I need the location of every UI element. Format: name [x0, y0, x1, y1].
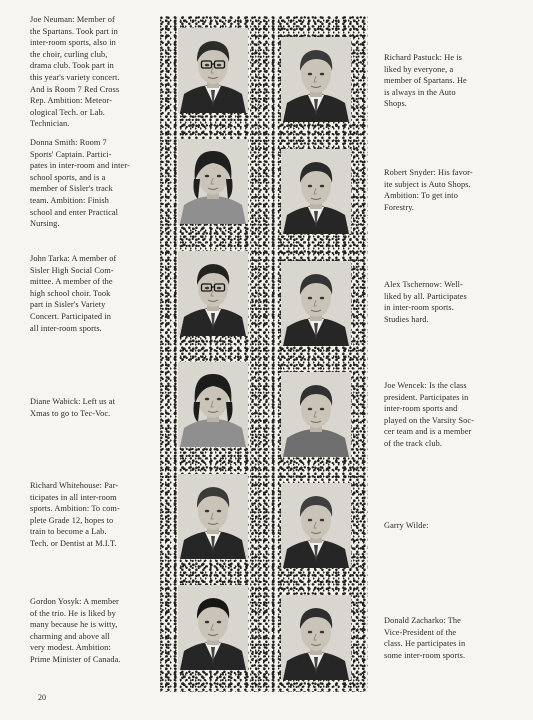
portrait-eye — [205, 175, 209, 178]
portrait-eye — [217, 64, 221, 67]
portrait-image — [178, 139, 248, 224]
portrait-image — [178, 474, 248, 559]
portrait-image — [281, 595, 351, 680]
portrait-photo — [178, 585, 248, 670]
portrait-eye — [308, 631, 312, 634]
bio-john-tarka: John Tarka: A member of Sisler High Social Com- mittee. A member of the high school choir. Took part in Sisler's Variety Concert. Participated in all inter-room sports. — [30, 254, 117, 333]
bio-garry-wilde: Garry Wilde: — [384, 521, 429, 530]
portrait-image — [281, 483, 351, 568]
portrait-eye — [308, 519, 312, 522]
portrait-photo — [281, 261, 351, 346]
bio-gordon-yosyk: Gordon Yosyk: A member of the trio. He is liked by many because he is witty, charming and above all very modest. Ambition: Prime Minister of Canada. — [30, 597, 121, 664]
portrait-image — [281, 372, 351, 457]
portrait-image — [178, 251, 248, 336]
bio-donna-smith: Donna Smith: Room 7 Sports' Captain. Partici- pates in inter-room and inter- school sports, and is a member of Sisler's track team. Ambition: Finish school and enter Practical Nursing. — [30, 138, 130, 229]
portrait-image — [281, 149, 351, 234]
portrait-photo — [178, 474, 248, 559]
bio-richard-pastuck: Richard Pastuck: He is liked by everyone, a member of Spartans. He is always in the Auto Shops. — [384, 53, 467, 109]
portrait-eye — [217, 175, 221, 178]
portrait-image — [178, 585, 248, 670]
portrait-photo — [281, 595, 351, 680]
portrait-eye — [308, 73, 312, 76]
portrait-eye — [320, 185, 324, 188]
portrait-eye — [320, 297, 324, 300]
portrait-eye — [217, 510, 221, 513]
portrait-image — [178, 362, 248, 447]
portrait-eye — [320, 73, 324, 76]
portrait-eye — [217, 287, 221, 290]
portrait-eye — [217, 398, 221, 401]
page-number: 20 — [38, 693, 46, 702]
portrait-photo — [178, 28, 248, 113]
portrait-photo — [178, 362, 248, 447]
portrait-eye — [308, 408, 312, 411]
portrait-photo — [281, 149, 351, 234]
portrait-photo — [281, 372, 351, 457]
portrait-eye — [308, 185, 312, 188]
portrait-eye — [320, 631, 324, 634]
portrait-eye — [205, 64, 209, 67]
bio-joe-wencek: Joe Wencek: Is the class president. Participates in inter-room sports and played on the Varsity Soc- cer team and is a member of the track club. — [384, 381, 475, 448]
portrait-eye — [205, 287, 209, 290]
bio-joe-neuman: Joe Neuman: Member of the Spartans. Took part in inter-room sports, also in the choir, curling club, drama club. Took part in this year's variety concert. And is Room 7 Red Cross Rep. Ambition: Meteor- ological Tech. or Lab. Technician. — [30, 15, 120, 129]
bio-donald-zacharko: Donald Zacharko: The Vice-President of the class. He participates in some inter-room sports. — [384, 616, 466, 660]
portrait-photo — [178, 251, 248, 336]
portrait-image — [281, 261, 351, 346]
portrait-photo — [281, 37, 351, 122]
bio-alex-tschernow: Alex Tschernow: Well- liked by all. Participates in inter-room sports. Studies hard. — [384, 280, 467, 324]
portrait-eye — [205, 621, 209, 624]
portrait-eye — [205, 398, 209, 401]
portrait-eye — [320, 519, 324, 522]
portrait-eye — [217, 621, 221, 624]
portrait-eye — [205, 510, 209, 513]
bio-richard-whitehouse: Richard Whitehouse: Par- ticipates in all inter-room sports. Ambition: To com- plete Grade 12, hopes to train to become a Lab. Tech. or Dentist at M.I.T. — [30, 481, 120, 548]
bio-robert-snyder: Robert Snyder: His favor- ite subject is Auto Shops. Ambition: To get into Forestry. — [384, 168, 473, 212]
portrait-photo — [281, 483, 351, 568]
portrait-eye — [308, 297, 312, 300]
portrait-image — [178, 28, 248, 113]
portrait-eye — [320, 408, 324, 411]
portrait-photo — [178, 139, 248, 224]
portrait-image — [281, 37, 351, 122]
bio-diane-wabick: Diane Wabick: Left us at Xmas to go to Tec-Voc. — [30, 397, 115, 418]
